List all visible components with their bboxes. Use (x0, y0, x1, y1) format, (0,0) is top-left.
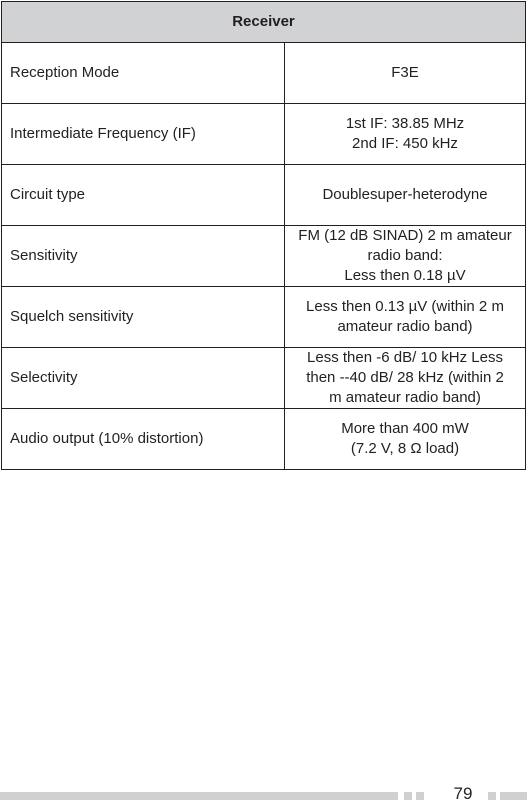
row-label-selectivity: Selectivity (2, 348, 285, 409)
table-header-row (2, 2, 526, 43)
row-value-audio-output: More than 400 mW (7.2 V, 8 Ω load) (285, 409, 526, 470)
row-value-squelch-sensitivity: Less then 0.13 µV (within 2 m amateur radio band) (285, 287, 526, 348)
row-label-reception-mode: Reception Mode (2, 43, 285, 104)
table-row (2, 165, 526, 226)
footer-decor-square (416, 792, 424, 800)
row-label-squelch-sensitivity: Squelch sensitivity (2, 287, 285, 348)
footer-decor-square (488, 792, 496, 800)
row-label-intermediate-frequency: Intermediate Frequency (IF) (2, 104, 285, 165)
row-label-sensitivity: Sensitivity (2, 226, 285, 287)
table-row (2, 348, 526, 409)
row-label-circuit-type: Circuit type (2, 165, 285, 226)
page-footer (0, 784, 527, 803)
footer-decor-bar (500, 792, 527, 800)
table-header: Receiver (2, 2, 526, 43)
table-row (2, 43, 526, 104)
table-row (2, 287, 526, 348)
footer-decor-bar (0, 792, 398, 800)
row-value-sensitivity: FM (12 dB SINAD) 2 m amateur radio band: Less then 0.18 µV (285, 226, 526, 287)
receiver-spec-table (1, 1, 526, 470)
row-value-intermediate-frequency: 1st IF: 38.85 MHz 2nd IF: 450 kHz (285, 104, 526, 165)
row-label-audio-output: Audio output (10% distortion) (2, 409, 285, 470)
footer-decor-square (404, 792, 412, 800)
row-value-reception-mode: F3E (285, 43, 526, 104)
table-row (2, 409, 526, 470)
page-number: 79 (453, 784, 473, 803)
table-row (2, 226, 526, 287)
row-value-circuit-type: Doublesuper-heterodyne (285, 165, 526, 226)
table-row (2, 104, 526, 165)
row-value-selectivity: Less then -6 dB/ 10 kHz Less then --40 dB/ 28 kHz (within 2 m amateur radio band) (285, 348, 526, 409)
